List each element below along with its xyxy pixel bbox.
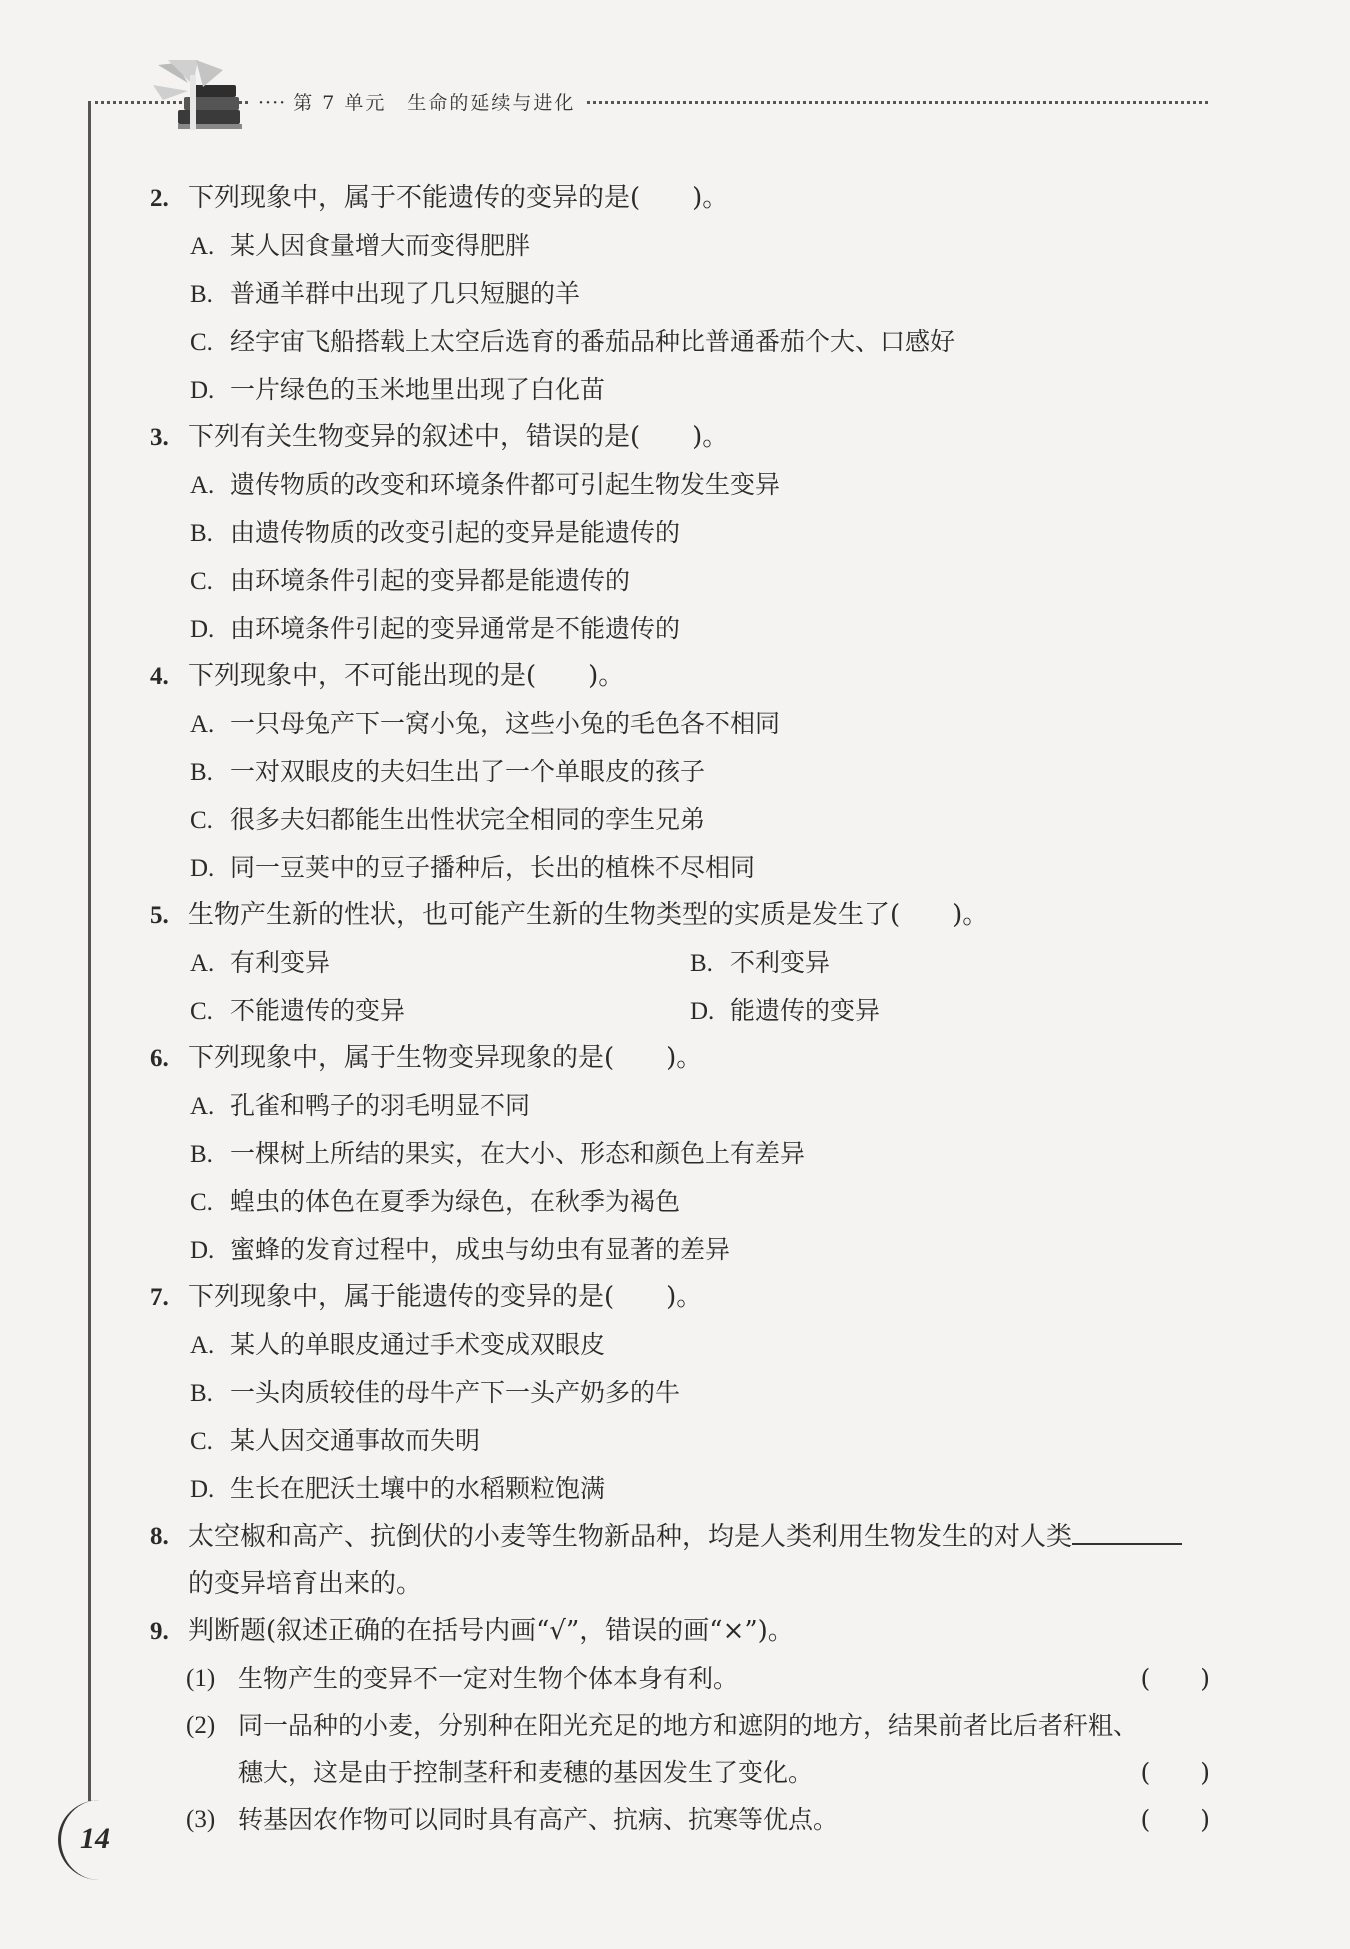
option-row bbox=[150, 939, 1210, 987]
unit-title: 生命的延续与进化 bbox=[407, 92, 576, 114]
option: C. 经宇宙飞船搭载上太空后选育的番茄品种比普通番茄个大、口感好 bbox=[190, 327, 956, 356]
option: D. 一片绿色的玉米地里出现了白化苗 bbox=[190, 375, 606, 404]
option: A. 孔雀和鸭子的羽毛明显不同 bbox=[190, 1091, 531, 1120]
question-9: 9. 判断题(叙述正确的在括号内画“√”，错误的画“×”)。 bbox=[150, 1616, 794, 1646]
option: B. 一棵树上所结的果实，在大小、形态和颜色上有差异 bbox=[190, 1139, 806, 1168]
judge-item-3: (3) 转基因农作物可以同时具有高产、抗病、抗寒等优点。 ( ) bbox=[150, 1796, 1210, 1843]
option: D. 由环境条件引起的变异通常是不能遗传的 bbox=[190, 614, 681, 643]
unit-label: 第 7 单元 bbox=[293, 92, 387, 114]
option: D. 同一豆荚中的豆子播种后，长出的植株不尽相同 bbox=[190, 853, 756, 882]
books-logo-icon bbox=[148, 55, 248, 145]
option: D. 蜜蜂的发育过程中，成虫与幼虫有显著的差异 bbox=[190, 1235, 731, 1264]
question-list bbox=[150, 175, 1210, 1843]
answer-paren[interactable]: ( ) bbox=[1140, 1805, 1210, 1834]
option: B. 普通羊群中出现了几只短腿的羊 bbox=[190, 279, 581, 308]
option: A. 遗传物质的改变和环境条件都可引起生物发生变异 bbox=[190, 470, 781, 499]
question-6: 6. 下列现象中，属于生物变异现象的是( )。 bbox=[150, 1043, 703, 1073]
answer-blank[interactable] bbox=[1072, 1513, 1182, 1545]
question-3: 3. 下列有关生物变异的叙述中，错误的是( )。 bbox=[150, 422, 729, 452]
option: A. 某人的单眼皮通过手术变成双眼皮 bbox=[190, 1330, 606, 1359]
option: A. 某人因食量增大而变得肥胖 bbox=[190, 231, 531, 260]
option: A. 有利变异 bbox=[190, 948, 331, 977]
side-dotted-rule bbox=[88, 101, 91, 1801]
option: C. 蝗虫的体色在夏季为绿色，在秋季为褐色 bbox=[190, 1187, 681, 1216]
judge-item-2: (2) 同一品种的小麦，分别种在阳光充足的地方和遮阴的地方，结果前者比后者秆粗、 bbox=[186, 1711, 1139, 1740]
option: B. 由遗传物质的改变引起的变异是能遗传的 bbox=[190, 518, 681, 547]
question-8-continued: 的变异培育出来的。 bbox=[188, 1569, 423, 1599]
option: D. 能遗传的变异 bbox=[690, 996, 881, 1025]
answer-paren[interactable]: ( ) bbox=[1140, 1758, 1210, 1787]
option: C. 由环境条件引起的变异都是能遗传的 bbox=[190, 566, 631, 595]
option: C. 某人因交通事故而失明 bbox=[190, 1426, 481, 1455]
option: C. 很多夫妇都能生出性状完全相同的孪生兄弟 bbox=[190, 805, 706, 834]
judge-item-2-continued: 穗大，这是由于控制茎秆和麦穗的基因发生了变化。 ( ) bbox=[150, 1749, 1210, 1796]
page-number: 14 bbox=[80, 1822, 110, 1855]
judge-item-1: (1) 生物产生的变异不一定对生物个体本身有利。 ( ) bbox=[150, 1655, 1210, 1702]
answer-paren[interactable]: ( ) bbox=[1140, 1664, 1210, 1693]
option-row bbox=[150, 987, 1210, 1035]
question-8: 8. 太空椒和高产、抗倒伏的小麦等生物新品种，均是人类利用生物发生的对人类 bbox=[150, 1513, 1210, 1561]
question-2: 2. 下列现象中，属于不能遗传的变异的是( )。 bbox=[150, 183, 729, 213]
option: A. 一只母兔产下一窝小兔，这些小兔的毛色各不相同 bbox=[190, 709, 781, 738]
question-5: 5. 生物产生新的性状，也可能产生新的生物类型的实质是发生了( )。 bbox=[150, 900, 989, 930]
option: B. 不利变异 bbox=[690, 948, 831, 977]
option: B. 一头肉质较佳的母牛产下一头产奶多的牛 bbox=[190, 1378, 681, 1407]
option: D. 生长在肥沃土壤中的水稻颗粒饱满 bbox=[190, 1474, 606, 1503]
running-header: ···· 第 7 单元 生命的延续与进化 bbox=[248, 88, 585, 115]
option: C. 不能遗传的变异 bbox=[190, 996, 406, 1025]
question-4: 4. 下列现象中，不可能出现的是( )。 bbox=[150, 661, 625, 691]
option: B. 一对双眼皮的夫妇生出了一个单眼皮的孩子 bbox=[190, 757, 706, 786]
question-7: 7. 下列现象中，属于能遗传的变异的是( )。 bbox=[150, 1282, 703, 1312]
